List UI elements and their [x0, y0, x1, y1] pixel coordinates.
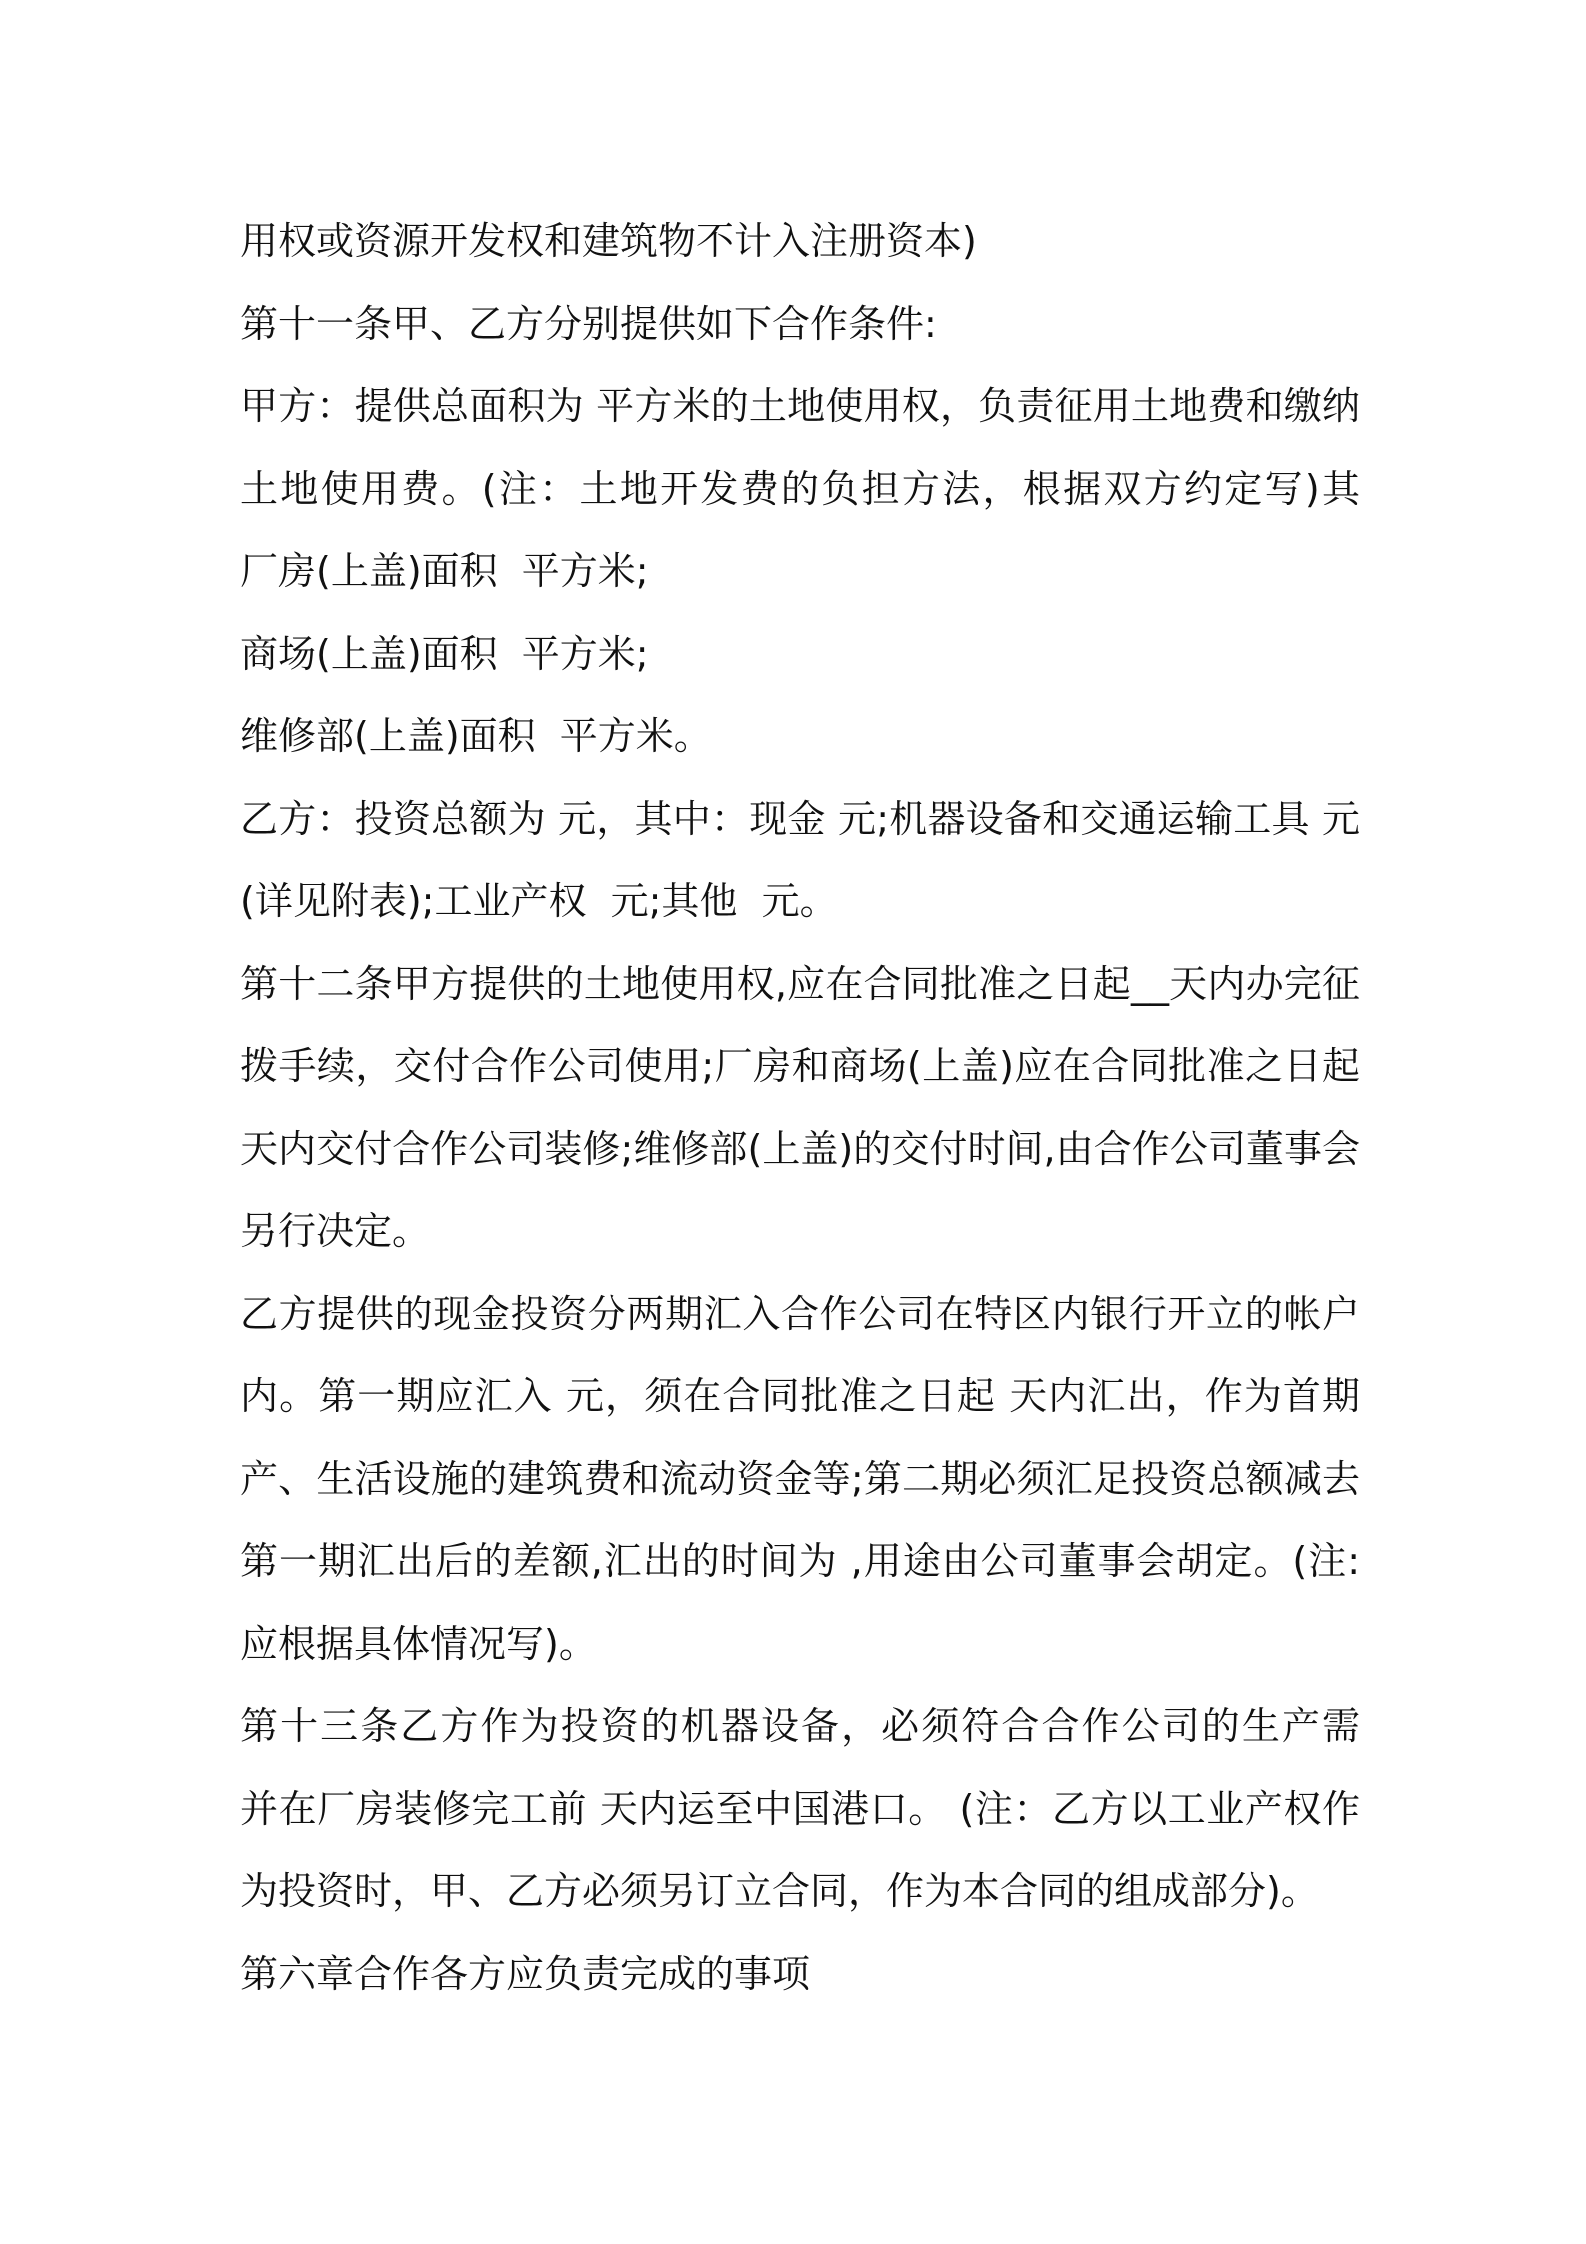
text-line-21: 为投资时，甲、乙方必须另订立合同，作为本合同的组成部分)。 — [240, 1869, 1319, 1913]
text-line-4: 土地使用费。(注：土地开发费的负担方法，根据双方约定写)其 — [240, 466, 1360, 511]
text-line-13: 另行决定。 — [240, 1209, 431, 1253]
text-line-3: 甲方：提供总面积为 平方米的土地使用权，负责征用土地费和缴纳 — [240, 384, 1360, 428]
text-line-5: 厂房(上盖)面积 平方米; — [240, 549, 649, 593]
text-line-19: 第十三条乙方作为投资的机器设备，必须符合合作公司的生产需 — [240, 1704, 1360, 1748]
text-line-8: 乙方：投资总额为 元，其中：现金 元;机器设备和交通运输工具 元 — [240, 796, 1360, 841]
text-line-16: 产、生活设施的建筑费和流动资金等;第二期必须汇足投资总额减去 — [240, 1456, 1360, 1501]
text-line-9: (详见附表);工业产权 元;其他 元。 — [240, 879, 838, 923]
text-line-6: 商场(上盖)面积 平方米; — [240, 631, 649, 676]
text-line-22: 第六章合作各方应负责完成的事项 — [240, 1951, 811, 1996]
text-line-18: 应根据具体情况写)。 — [240, 1621, 597, 1666]
text-line-11: 拨手续，交付合作公司使用;厂房和商场(上盖)应在合同批准之日起 — [240, 1044, 1360, 1088]
text-line-12: 天内交付合作公司装修;维修部(上盖)的交付时间,由合作公司董事会 — [240, 1126, 1360, 1171]
text-line-14: 乙方提供的现金投资分两期汇入合作公司在特区内银行开立的帐户 — [240, 1291, 1360, 1336]
text-line-2: 第十一条甲、乙方分别提供如下合作条件: — [240, 301, 937, 346]
text-line-1: 用权或资源开发权和建筑物不计入注册资本) — [240, 219, 977, 263]
text-line-17: 第一期汇出后的差额,汇出的时间为 ,用途由公司董事会胡定。(注: — [240, 1539, 1360, 1583]
text-line-20: 并在厂房装修完工前 天内运至中国港口。 (注：乙方以工业产权作 — [240, 1786, 1360, 1831]
text-line-7: 维修部(上盖)面积 平方米。 — [240, 714, 712, 758]
text-line-10: 第十二条甲方提供的土地使用权,应在合同批准之日起__天内办完征 — [240, 961, 1360, 1006]
text-line-15: 内。第一期应汇入 元，须在合同批准之日起 天内汇出，作为首期 — [240, 1374, 1360, 1418]
document-body — [240, 200, 1360, 2015]
